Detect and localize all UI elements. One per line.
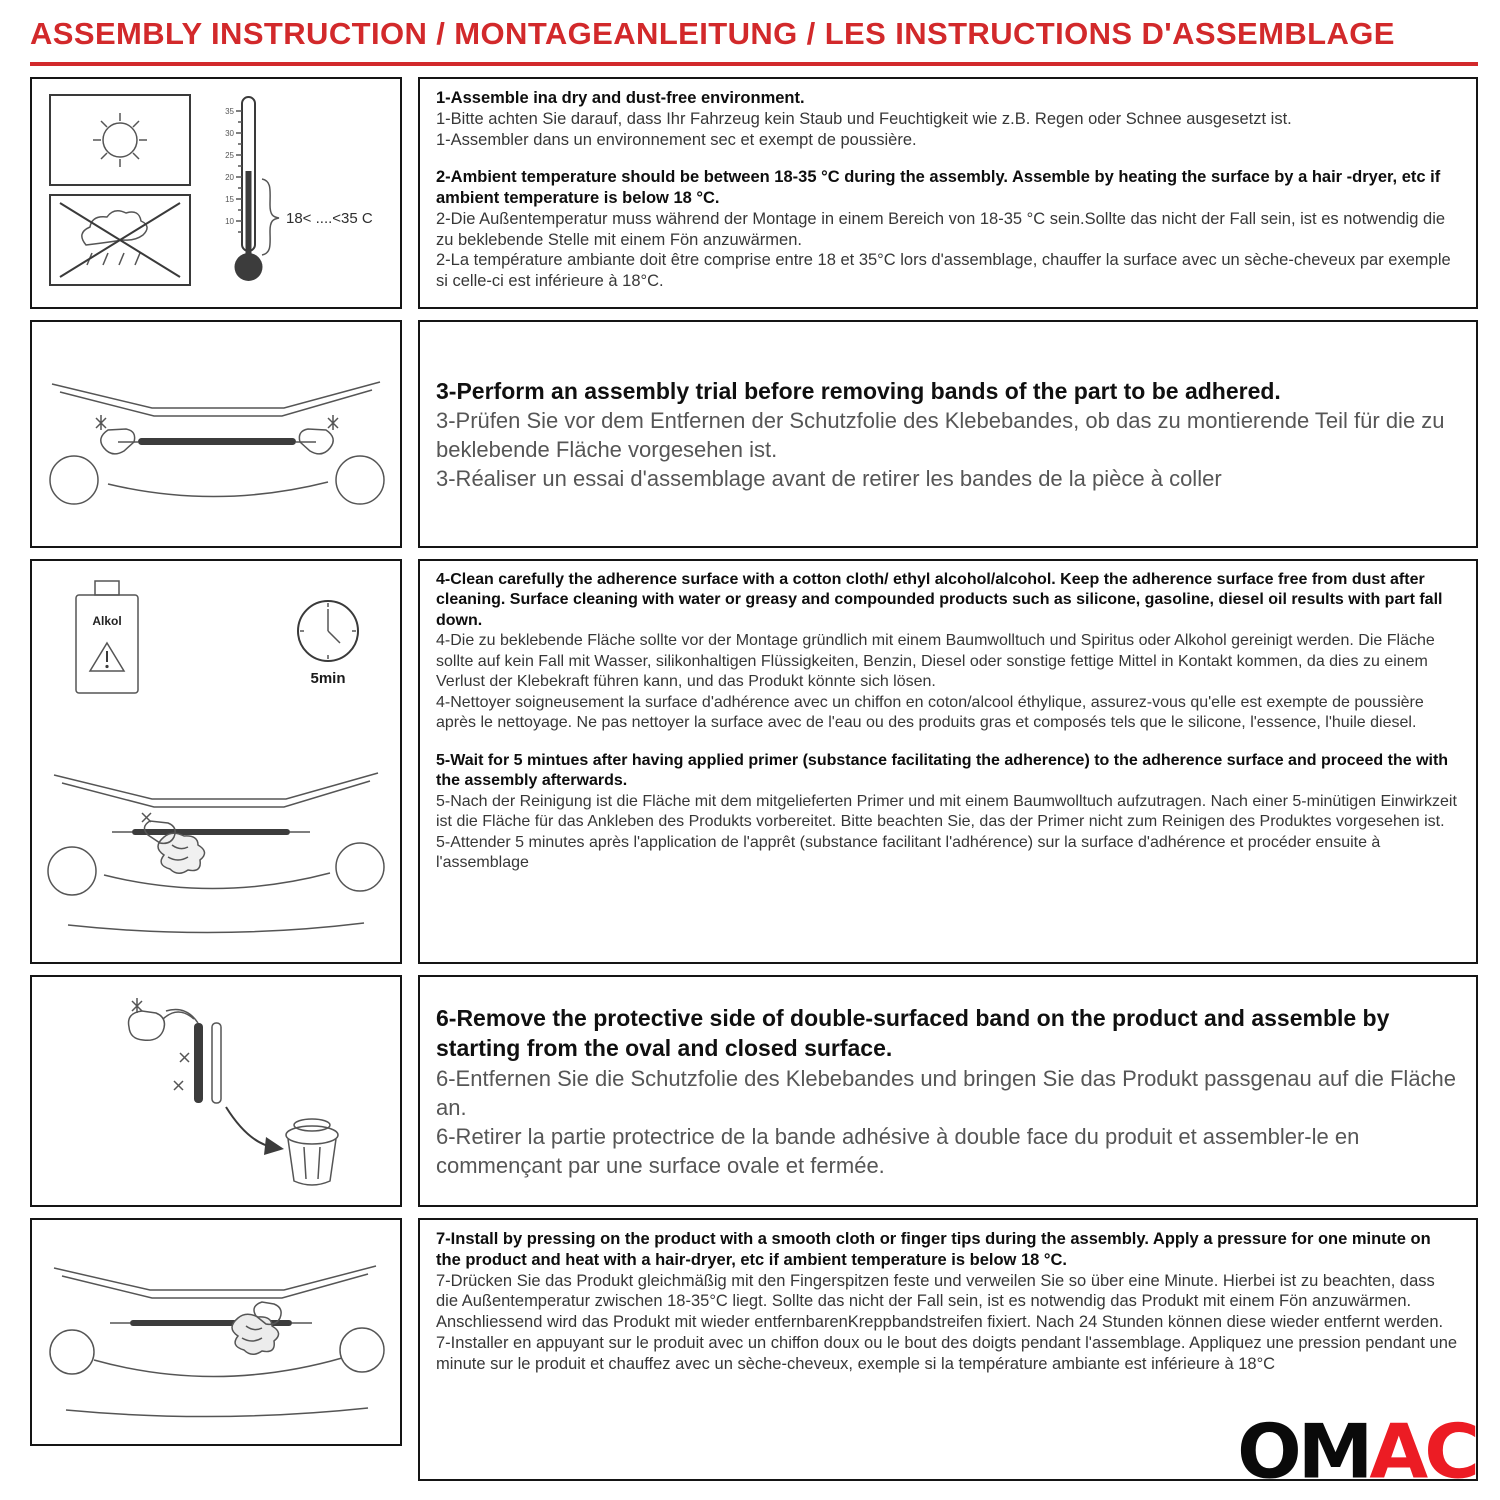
instruction-row-step-3 <box>30 320 1478 548</box>
omac-logo <box>1237 1407 1476 1496</box>
right-hand-icon <box>299 415 338 454</box>
instruction-row-step-4-5 <box>30 559 1478 964</box>
instruction-fr: 5-Attender 5 minutes après l'application de l'apprêt (substance facilitant l'adhérence) sur la surface d'adhérence et procéder ensuite à l'assemblage <box>436 833 1381 872</box>
car-rear-outline <box>54 773 378 933</box>
remove-band-illustration <box>30 975 402 1207</box>
instruction-de: 3-Prüfen Sie vor dem Entfernen der Schutzfolie des Klebebandes, ob das zu montierende Teil für die zu beklebende Fläche vorgesehen ist. <box>436 408 1445 463</box>
adhesive-strips <box>166 1009 221 1103</box>
right-side-detail <box>340 1328 384 1372</box>
peeling-hand-icon <box>129 998 194 1040</box>
right-side-detail <box>336 456 384 504</box>
trim-strip <box>110 1320 312 1326</box>
thermometer-icon <box>225 97 373 281</box>
range-bracket <box>262 179 279 255</box>
climate-temperature-drawing <box>46 87 386 299</box>
instruction-fr: 6-Retirer la partie protectrice de la bande adhésive à double face du produit et assembler-le en commençant par une surface ovale et fermée. <box>436 1123 1360 1178</box>
title-divider <box>30 62 1478 66</box>
left-side-detail <box>48 847 96 895</box>
instruction-de: 1-Bitte achten Sie darauf, dass Ihr Fahrzeug kein Staub und Feuchtigkeit wie z.B. Regen oder Schnee ausgesetzt ist. <box>436 109 1292 128</box>
trim-strip <box>112 829 310 835</box>
right-side-detail <box>336 843 384 891</box>
instruction-row-step-6 <box>30 975 1478 1207</box>
left-side-detail <box>50 456 98 504</box>
thermo-tick-label: 25 <box>225 151 234 160</box>
instruction-en: 4-Clean carefully the adherence surface with a cotton cloth/ ethyl alcohol/alcohol. Keep the adherence surface free from dust after cleaning. Surface cleaning with water or greasy and compounded products such as silicone, gasoline, diesel oil results with part fall down. <box>436 571 1443 629</box>
clean-surface-illustration <box>30 559 402 964</box>
thermo-tick-label: 30 <box>225 129 234 138</box>
assembly-trial-illustration <box>30 320 402 548</box>
instruction-de: 2-Die Außentemperatur muss während der Montage in einem Bereich von 18-35 °C sein.Sollte das nicht der Fall sein, ist es notwendig die zu beklebende Stelle mit einem Fön anzuwärmen. <box>436 209 1446 249</box>
instruction-en: 6-Remove the protective side of double-surfaced band on the product and assemble by starting from the oval and closed surface. <box>436 1005 1390 1062</box>
instruction-fr: 3-Réaliser un essai d'assemblage avant de retirer les bandes de la pièce à coller <box>436 466 1222 492</box>
pressing-hand-cloth-icon <box>232 1302 281 1354</box>
instruction-en: 1-Assemble ina dry and dust-free environment. <box>436 89 805 107</box>
instruction-text-step-6 <box>418 975 1478 1207</box>
temperature-range-label: 18< ....<35 C <box>286 210 373 227</box>
trash-can-icon <box>286 1119 338 1185</box>
instruction-fr: 7-Installer en appuyant sur le produit avec un chiffon doux ou le bout des doigts pendant l'assemblage. Appliquez une pression pendant une minute sur le produit et chauffez avec un sèche-cheveux, exemple si la température ambiante est inférieure à 18°C <box>436 1333 1458 1373</box>
thermo-tick-label: 10 <box>225 217 234 226</box>
instruction-en: 5-Wait for 5 mintues after having applied primer (substance facilitating the adherence) to the adherence surface and proceed the with the assembly afterwards. <box>436 751 1449 790</box>
thermo-tick-label: 15 <box>225 195 234 204</box>
remove-band-drawing <box>46 989 386 1194</box>
instruction-text-step-4-5 <box>418 559 1478 964</box>
instruction-de: 4-Die zu beklebende Fläche sollte vor der Montage gründlich mit einem Baumwolltuch und Spiritus oder Alkohol gereinigt werden. Die Fläche sollte auf kein Fall mit Wasser, silikonhaltigen Flüssigkeiten, Benzin, Diesel oder sonstige fettige Mittel in Kontakt kommen, da dies zu einem Verlust der Klebekraft führen kann, und das Produkt könnte sich lösen. <box>436 632 1435 691</box>
omac-logo-red: AC <box>1369 1407 1476 1496</box>
wiping-hand-icon <box>142 813 205 873</box>
instruction-en: 7-Install by pressing on the product with a smooth cloth or finger tips during the assembly. Apply a pressure for one minute on the product and heat with a hair-dryer, etc if ambient temperature is below 18 °C. <box>436 1230 1431 1269</box>
clock-label: 5min <box>310 669 346 687</box>
instruction-en: 3-Perform an assembly trial before removing bands of the part to be adhered. <box>436 377 1281 404</box>
instruction-text-step-3 <box>418 320 1478 548</box>
alcohol-label: Alkol <box>92 613 122 628</box>
paragraph-gap <box>436 150 1460 167</box>
omac-logo-black: OM <box>1237 1407 1370 1496</box>
instruction-fr: 1-Assembler dans un environnement sec et exempt de poussière. <box>436 130 917 149</box>
arrow-to-trash <box>226 1107 284 1155</box>
page-title: ASSEMBLY INSTRUCTION / MONTAGEANLEITUNG / LES INSTRUCTIONS D'ASSEMBLAGE <box>30 16 1395 51</box>
press-product-drawing <box>46 1232 386 1432</box>
instruction-fr: 4-Nettoyer soigneusement la surface d'adhérence avec un chiffon en coton/alcool éthylique, assurez-vous qu'elle est exempte de poussière après le nettoyage. Ne pas nettoyer la surface avec de l'eau ou des produits gras et composés tels que le silicone, l'essence, l'huile diesel. <box>436 693 1424 732</box>
clock-icon <box>298 601 358 687</box>
instruction-de: 5-Nach der Reinigung ist die Fläche mit dem mitgelieferten Primer und mit einem Baumwolltuch aufzutragen. Nach einer 5-minütigen Einwirkzeit ist die Fläche für das Ankleben des Produkts vorbereitet. Bitte beachten Sie, das der Primer nicht zum Reinigen des Produktes vorgesehen ist. <box>436 792 1457 831</box>
instruction-de: 7-Drücken Sie das Produkt gleichmäßig mit den Fingerspitzen feste und verweilen Sie so über eine Minute. Hierbei ist zu beachten, dass die Außentemperatur zwischen 18-35°C liegt. Sollte das nicht der Fall sein, ist es notwendig das Produkt mit einem Fön anzuwärmen. Anschliessend wird das Produkt mit wieder entfernbarenKreppbandstreifen fixiert. Nach 24 Stunden können diese wieder entfernt werden. <box>436 1271 1444 1332</box>
left-hand-icon <box>96 415 135 454</box>
thermo-tick-label: 35 <box>225 107 234 116</box>
sun-icon <box>50 95 190 185</box>
trim-strip <box>118 438 316 445</box>
press-product-illustration <box>30 1218 402 1446</box>
left-side-detail <box>50 1330 94 1374</box>
instruction-de: 6-Entfernen Sie die Schutzfolie des Klebebandes und bringen Sie das Produkt passgenau auf die Fläche an. <box>436 1065 1457 1120</box>
no-rain-icon <box>50 195 190 285</box>
alcohol-bottle-icon <box>76 581 138 693</box>
instruction-text-step-1-2 <box>418 77 1478 309</box>
paragraph-gap <box>436 734 1460 751</box>
car-rear-outline <box>54 1266 376 1417</box>
thermo-tick-label: 20 <box>225 173 234 182</box>
instruction-row-step-1-2 <box>30 77 1478 309</box>
instruction-en: 2-Ambient temperature should be between 18-35 °C during the assembly. Assemble by heating the surface by a hair -dryer, etc if ambient temperature is below 18 °C. <box>436 168 1441 208</box>
climate-temperature-illustration <box>30 77 402 309</box>
assembly-trial-drawing <box>46 334 386 534</box>
clean-surface-drawing <box>46 569 386 955</box>
instruction-fr: 2-La température ambiante doit être comprise entre 18 et 35°C lors d'assemblage, chauffer la surface avec un sèche-cheveux par exemple si celle-ci est inférieure à 18°C. <box>436 251 1451 291</box>
